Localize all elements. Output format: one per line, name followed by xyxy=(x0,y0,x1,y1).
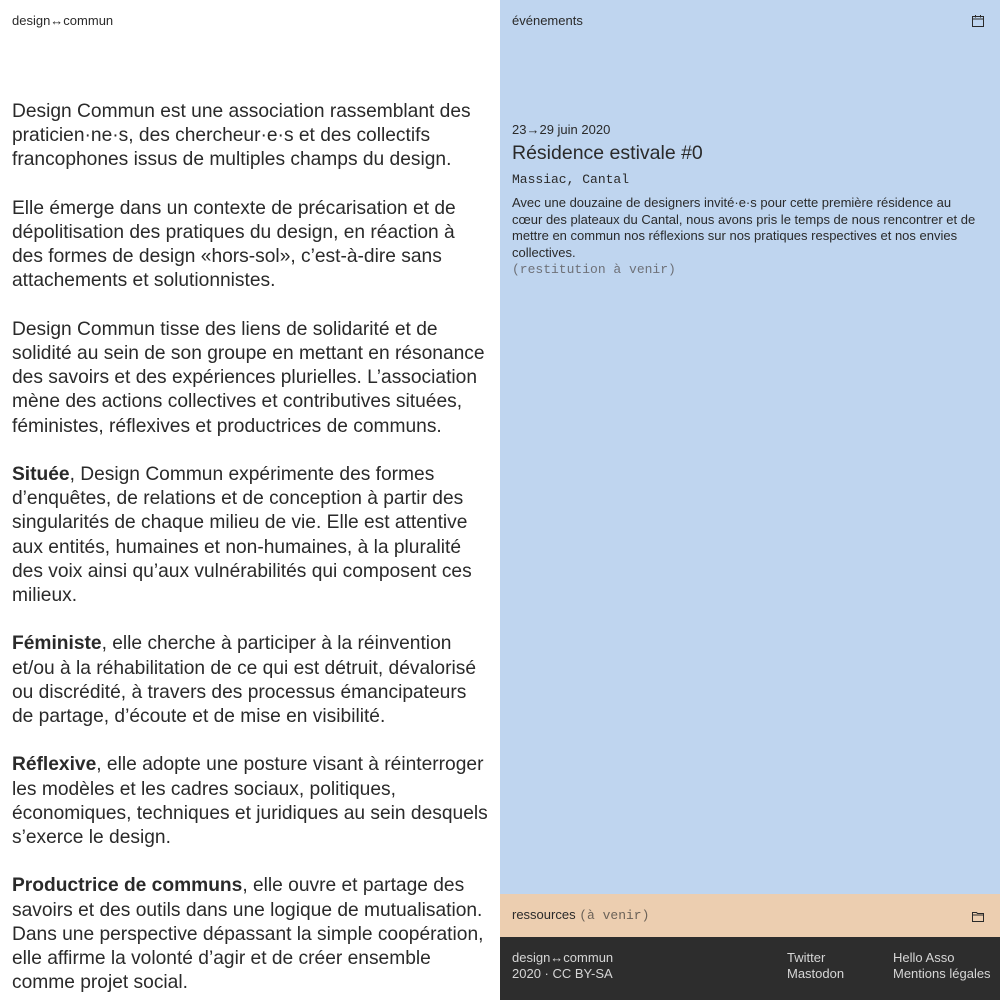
site-title-link[interactable]: design↔commun xyxy=(12,13,114,28)
footer-brand-column xyxy=(512,950,613,982)
event-note: (restitution à venir) xyxy=(512,262,676,278)
keyword-feministe: Féministe xyxy=(12,633,102,655)
calendar-icon[interactable] xyxy=(972,14,984,26)
resources-panel[interactable] xyxy=(500,894,1000,937)
footer xyxy=(500,937,1000,1000)
about-paragraph-situee xyxy=(12,463,488,608)
keyword-productrice: Productrice de communs xyxy=(12,875,243,897)
event-item xyxy=(512,122,982,278)
footer-license: 2020 · CC BY-SA xyxy=(512,966,613,981)
about-paragraph-productrice xyxy=(12,874,488,995)
footer-brand: design↔commun xyxy=(512,950,614,965)
about-paragraph-feministe xyxy=(12,632,488,729)
event-place: Massiac, Cantal xyxy=(512,172,630,187)
legal-notice-link[interactable]: Mentions légales xyxy=(893,966,991,981)
footer-social-column xyxy=(787,950,844,982)
about-paragraph-productrice-text: , elle ouvre et partage des savoirs et des outils dans une logique de mutualisation. Dans une perspective dépassant la simple coopération, elle affirme la volonté d’agir et de créer ensemble comme projet social. xyxy=(12,875,484,994)
keyword-situee: Située xyxy=(12,464,70,485)
mastodon-link[interactable]: Mastodon xyxy=(787,966,845,981)
resources-note: (à venir) xyxy=(579,908,650,923)
about-paragraph-reflexive-text: , elle adopte une posture visant à réinterroger les modèles et les cadres sociaux, politiques, économiques, techniques et juridiques au sein desquels s’exerce le design. xyxy=(12,754,488,849)
about-paragraph-2: Elle émerge dans un contexte de précarisation et de dépolitisation des pratiques du design, en réaction à des formes de design «hors-sol», c’est-à-dire sans attachements et solutionnistes. xyxy=(12,197,456,292)
about-paragraph-3: Design Commun tisse des liens de solidarité et de solidité au sein de son groupe en mettant en résonance des savoirs et des expériences plurielles. L’association mène des actions collectives et contributives situées, féministes, réflexives et productrices de communs. xyxy=(12,318,485,437)
about-paragraph-1: Design Commun est une association rassemblant des praticien·ne·s, des chercheur·e·s et des collectifs francophones issus de multiples champs du design. xyxy=(12,101,471,171)
helloasso-link[interactable]: Hello Asso xyxy=(893,950,955,965)
resources-heading[interactable] xyxy=(512,907,649,923)
footer-other-column xyxy=(893,950,991,982)
about-paragraph-reflexive xyxy=(12,753,488,850)
about-paragraph-situee-text: , Design Commun expérimente des formes d’enquêtes, de relations et de conception à partir des singularités de chaque milieu de vie. Elle est attentive aux entités, humaines et non-humaines, à la pluralité des voix ainsi qu’aux vulnérabilités qui composent ces milieux. xyxy=(12,464,472,607)
event-date: 23→29 juin 2020 xyxy=(512,122,611,137)
events-heading[interactable]: événements xyxy=(512,13,583,28)
about-text xyxy=(12,100,488,1000)
folder-icon[interactable] xyxy=(972,909,984,921)
twitter-link[interactable]: Twitter xyxy=(787,950,826,965)
resources-label: ressources xyxy=(512,907,576,922)
about-paragraph-feministe-text: , elle cherche à participer à la réinvention et/ou à la réhabilitation de ce qui est détruit, dévalorisé ou discrédité, à travers des processus émancipateurs de partage, d’écoute et de mise en visibilité. xyxy=(12,633,476,728)
event-title[interactable]: Résidence estivale #0 xyxy=(512,142,703,164)
event-description: Avec une douzaine de designers invité·e·s pour cette première résidence au cœur des plateaux du Cantal, nous avons pris le temps de nous rencontrer et de mettre en commun nos réflexions sur nos pratiques respectives et nos envies collectives. xyxy=(512,195,976,260)
events-panel xyxy=(500,0,1000,894)
keyword-reflexive: Réflexive xyxy=(12,754,97,776)
